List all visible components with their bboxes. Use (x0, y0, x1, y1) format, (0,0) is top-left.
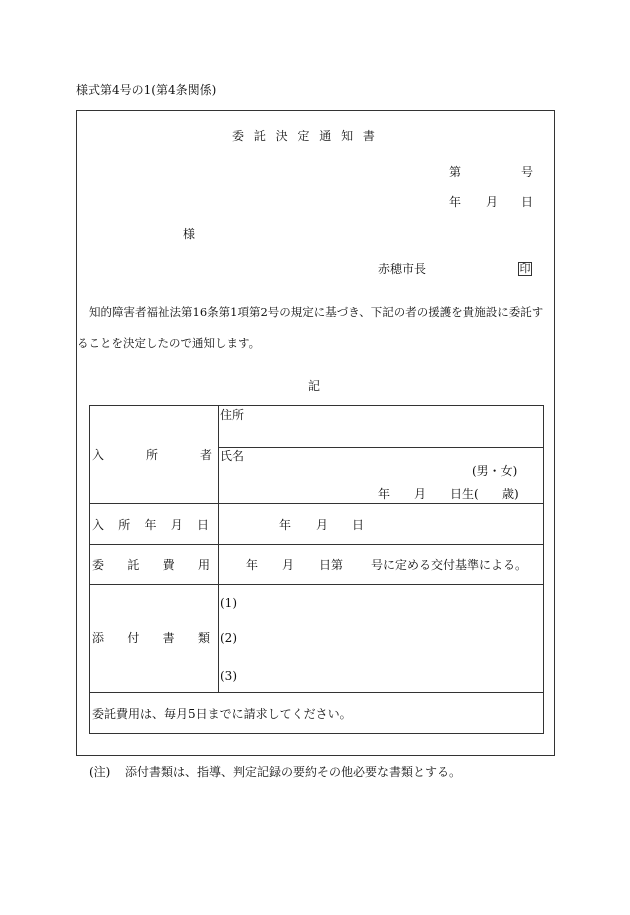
fee-year: 年 (246, 558, 259, 572)
name-label: 氏名 (220, 449, 245, 463)
seal-mark: 印 (519, 262, 531, 275)
footnote-text: 添付書類は、指導、判定記録の要約その他必要な書類とする。 (125, 765, 462, 779)
fee-label: 委 託 費 用 (92, 558, 210, 572)
addressee-suffix: 様 (183, 227, 196, 241)
birth-age: 歳) (502, 487, 519, 501)
issuer: 赤穂市長 (378, 262, 427, 276)
ki-heading: 記 (308, 379, 321, 393)
admission-month: 月 (316, 518, 329, 532)
footnote-mark: (注) (89, 765, 111, 779)
number-go: 号 (521, 165, 534, 179)
row-divider (89, 584, 544, 585)
attach-label: 添 付 書 類 (92, 631, 210, 645)
admission-day: 日 (352, 518, 365, 532)
body-line-1: 知的障害者福祉法第16条第1項第2号の規定に基づき、下記の者の援護を貴施設に委託す (89, 305, 544, 319)
document-title: 委 託 決 定 通 知 書 (232, 129, 378, 143)
sex-field: (男・女) (472, 464, 518, 478)
birth-day: 日生( (450, 487, 479, 501)
form-id: 様式第4号の1(第4条関係) (76, 83, 217, 97)
birth-year: 年 (378, 487, 391, 501)
date-month: 月 (486, 195, 499, 209)
address-label: 住所 (220, 408, 245, 422)
row-divider (218, 447, 544, 448)
attach-item-3: (3) (220, 669, 237, 683)
date-year: 年 (449, 195, 462, 209)
billing-note: 委託費用は、毎月5日までに請求してください。 (92, 707, 352, 721)
fee-month: 月 (282, 558, 295, 572)
body-line-2: ることを決定したので通知します。 (77, 336, 261, 350)
birth-month: 月 (414, 487, 427, 501)
date-day: 日 (521, 195, 534, 209)
admission-label: 入 所 年 月 日 (92, 518, 209, 532)
row-divider (89, 503, 544, 504)
fee-standard: 号に定める交付基準による。 (371, 558, 528, 572)
column-divider (218, 405, 219, 692)
row-divider (89, 544, 544, 545)
fee-day: 日第 (319, 558, 344, 572)
entrant-label: 入 所 者 (92, 448, 212, 462)
row-divider (89, 692, 544, 693)
attach-item-1: (1) (220, 596, 237, 610)
number-dai: 第 (449, 165, 462, 179)
attach-item-2: (2) (220, 631, 237, 645)
admission-year: 年 (279, 518, 292, 532)
